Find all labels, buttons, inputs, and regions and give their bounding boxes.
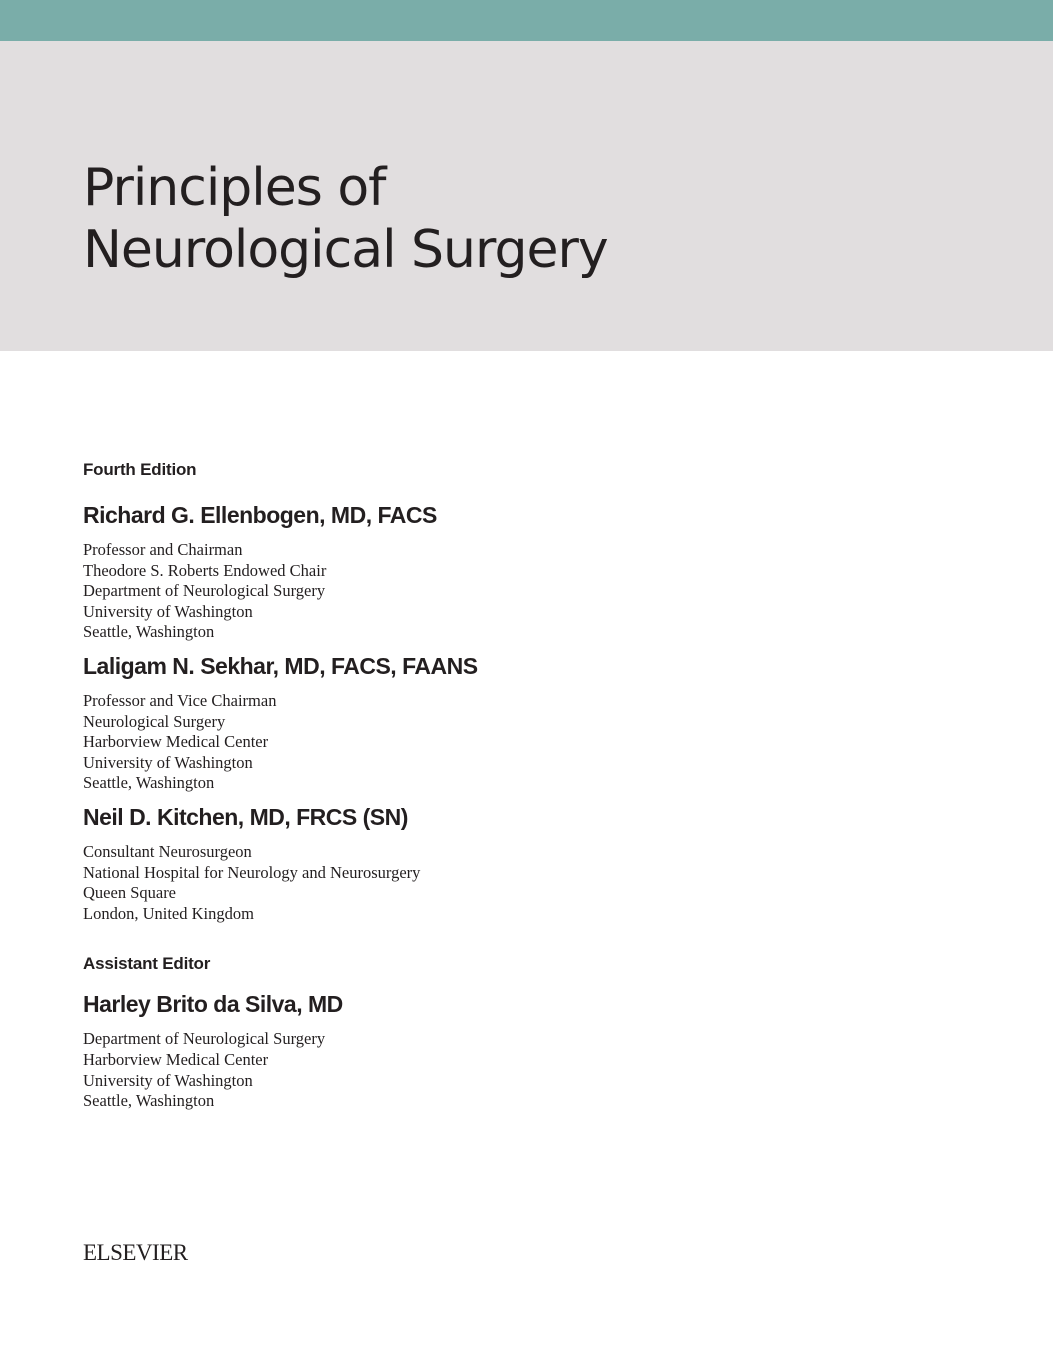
book-title-line-2: Neurological Surgery — [83, 220, 608, 280]
assistant-editor-name: Harley Brito da Silva, MD — [83, 991, 343, 1018]
affiliation-line: Department of Neurological Surgery — [83, 1029, 326, 1049]
editor-block-1 — [83, 500, 983, 643]
book-title — [83, 157, 608, 281]
editor-name: Richard G. Ellenbogen, MD, FACS — [83, 502, 437, 528]
affiliation-line: National Hospital for Neurology and Neurosurgery — [83, 862, 421, 882]
affiliation-line: Consultant Neurosurgeon — [83, 841, 252, 861]
affiliation-line: University of Washington — [83, 1070, 253, 1090]
affiliation-line: University of Washington — [83, 752, 253, 772]
affiliation-line: Professor and Chairman — [83, 540, 243, 559]
affiliation-line: Seattle, Washington — [83, 773, 215, 793]
affiliation-line: Seattle, Washington — [83, 622, 215, 642]
edition-label: Fourth Edition — [83, 460, 197, 479]
affiliation-line: Department of Neurological Surgery — [83, 581, 326, 601]
editor-name: Neil D. Kitchen, MD, FRCS (SN) — [83, 803, 408, 830]
assistant-editor-label: Assistant Editor — [83, 954, 211, 974]
affiliation-line: Neurological Surgery — [83, 711, 226, 731]
affiliation-line: Seattle, Washington — [83, 1091, 215, 1111]
affiliation-line: University of Washington — [83, 601, 253, 621]
title-page-content — [83, 458, 983, 1120]
assistant-editor-block — [83, 989, 983, 1111]
editor-block-3 — [83, 802, 983, 924]
affiliation-line: Professor and Vice Chairman — [83, 690, 277, 710]
book-title-line-1: Principles of — [83, 158, 386, 218]
top-color-band — [0, 0, 1053, 41]
affiliation-line: Harborview Medical Center — [83, 732, 269, 752]
affiliation-line: London, United Kingdom — [83, 903, 254, 923]
affiliation-line: Queen Square — [83, 883, 177, 903]
editor-block-2 — [83, 651, 983, 794]
publisher-logo: ELSEVIER — [83, 1240, 188, 1265]
affiliation-line: Theodore S. Roberts Endowed Chair — [83, 560, 327, 580]
affiliation-line: Harborview Medical Center — [83, 1049, 269, 1069]
editor-name: Laligam N. Sekhar, MD, FACS, FAANS — [83, 652, 478, 679]
